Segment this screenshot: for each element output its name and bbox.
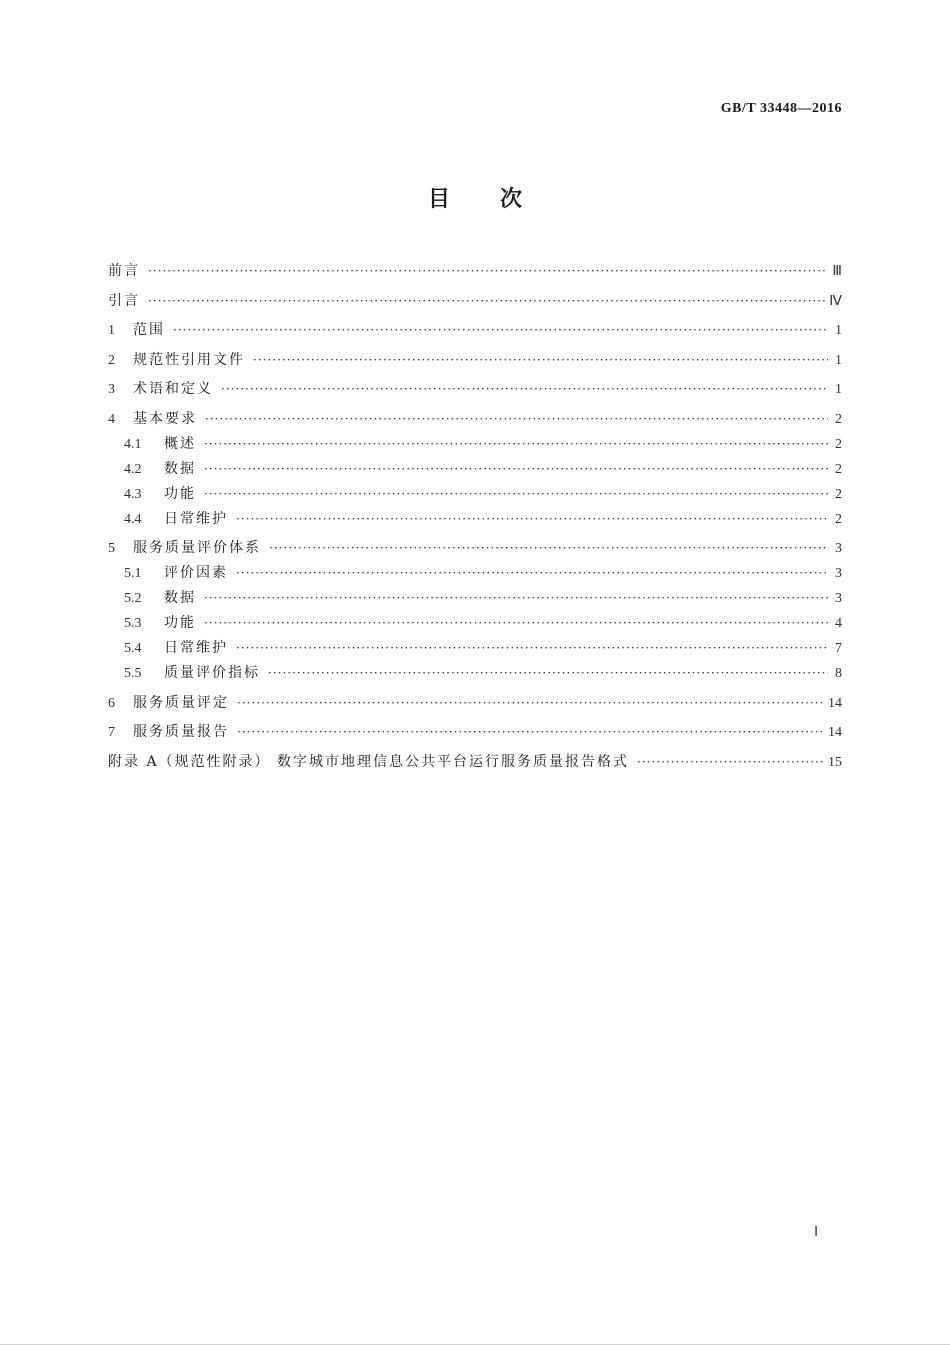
toc-entry-2[interactable]	[108, 348, 842, 373]
toc-entry-number: 1	[108, 323, 115, 338]
toc-entry-4-2[interactable]	[108, 457, 842, 482]
toc-entry-page: 14	[828, 725, 842, 740]
toc-entry-5[interactable]	[108, 536, 842, 561]
toc-entry-label: 概述	[164, 435, 196, 452]
leader-dots	[148, 289, 825, 314]
standard-code: GB/T 33448—2016	[720, 101, 842, 116]
toc-entry-label: 附录 A（规范性附录） 数字城市地理信息公共平台运行服务质量报告格式	[108, 753, 630, 770]
toc-entry-label: 质量评价指标	[164, 665, 260, 681]
toc-entry-page: 15	[828, 754, 842, 770]
toc-entry-page: 14	[828, 695, 842, 711]
leader-dots	[221, 377, 828, 402]
leader-dots	[237, 691, 824, 716]
toc-entry-label: 功能	[164, 485, 196, 502]
toc-entry-number: 7	[108, 725, 115, 740]
page-title	[0, 182, 950, 213]
toc-entry-label: 评价因素	[164, 565, 228, 581]
leader-dots	[204, 457, 828, 482]
toc-entry-5-1[interactable]	[108, 561, 842, 586]
toc-entry-label: 规范性引用文件	[133, 351, 245, 368]
toc-entry-5-4[interactable]	[108, 636, 842, 661]
title-part-1: 目	[427, 187, 450, 212]
toc-entry-page: 2	[835, 411, 842, 427]
toc-entry-number: 5.2	[124, 591, 142, 606]
toc-entry-page: 3	[835, 591, 842, 606]
leader-dots	[236, 561, 828, 586]
toc-entry-number: 5.5	[124, 666, 142, 681]
leader-dots	[236, 636, 828, 661]
leader-dots	[173, 318, 828, 343]
toc-entry-label: 功能	[164, 615, 196, 631]
toc-entry-number: 3	[108, 382, 115, 397]
toc-entry-number: 5	[108, 541, 115, 556]
toc-entry-page: 1	[835, 352, 842, 368]
toc-entry-number: 5.1	[124, 566, 142, 581]
leader-dots	[204, 586, 828, 611]
toc-entry-page: 1	[835, 323, 842, 338]
toc-entry-label: 服务质量评定	[133, 694, 229, 711]
toc-entry-number: 4.3	[124, 486, 142, 502]
leader-dots	[204, 432, 828, 457]
toc-entry-3[interactable]	[108, 377, 842, 402]
toc-entry-page: Ⅲ	[832, 264, 842, 279]
toc-entry-page: 7	[835, 641, 842, 656]
toc-entry-page: 2	[835, 486, 842, 502]
toc-entry-number: 4.2	[124, 461, 142, 477]
toc-entry-page: 2	[835, 436, 842, 452]
toc-entry-page: 4	[835, 616, 842, 631]
toc-entry-number: 4	[108, 411, 115, 427]
leader-dots	[236, 507, 828, 532]
toc-entry-label: 日常维护	[164, 510, 228, 527]
toc-entry-5-2[interactable]	[108, 586, 842, 611]
toc-entry-number: 4.4	[124, 511, 142, 527]
toc-entry-number: 5.4	[124, 641, 142, 656]
toc-entry-6[interactable]	[108, 691, 842, 716]
toc-entry-5-3[interactable]	[108, 611, 842, 636]
toc-entry-page: 1	[835, 382, 842, 397]
toc-entry-page: 3	[835, 566, 842, 581]
toc-entry-label: 数据	[164, 590, 196, 606]
leader-dots	[204, 482, 828, 507]
page-number: Ⅰ	[814, 1225, 819, 1240]
toc-entry-page: 2	[835, 461, 842, 477]
toc-entry-number: 2	[108, 352, 115, 368]
toc-entry-1[interactable]	[108, 318, 842, 343]
toc-entry-number: 4.1	[124, 436, 142, 452]
toc-entry-page: 8	[835, 666, 842, 681]
toc-entry-page: 3	[835, 541, 842, 556]
title-part-2: 次	[500, 187, 523, 212]
toc-entry-label: 服务质量评价体系	[133, 540, 261, 556]
toc-entry-label: 服务质量报告	[133, 724, 229, 740]
toc-entry-4-1[interactable]	[108, 432, 842, 457]
toc-entry-5-5[interactable]	[108, 661, 842, 686]
toc-entry-label: 引言	[108, 292, 140, 309]
toc-entry-7[interactable]	[108, 720, 842, 745]
leader-dots	[268, 661, 828, 686]
leader-dots	[637, 750, 824, 775]
toc-entry-label: 基本要求	[133, 410, 197, 427]
leader-dots	[204, 611, 828, 636]
leader-dots	[253, 348, 828, 373]
toc-entry-4[interactable]	[108, 407, 842, 432]
leader-dots	[205, 407, 828, 432]
toc-entry-4-4[interactable]	[108, 507, 842, 532]
toc-entry-number: 5.3	[124, 616, 142, 631]
table-of-contents	[108, 259, 842, 775]
toc-entry-4-3[interactable]	[108, 482, 842, 507]
toc-entry-label: 数据	[164, 460, 196, 477]
toc-entry-label: 术语和定义	[133, 381, 213, 397]
toc-entry-label: 日常维护	[164, 640, 228, 656]
toc-entry-appendix-a[interactable]	[108, 750, 842, 775]
leader-dots	[148, 259, 828, 284]
toc-entry-label: 前言	[108, 263, 140, 279]
toc-entry-label: 范围	[133, 322, 165, 338]
toc-entry-introduction[interactable]	[108, 289, 842, 314]
toc-entry-page: 2	[835, 511, 842, 527]
toc-entry-page: Ⅳ	[829, 293, 842, 309]
leader-dots	[269, 536, 828, 561]
leader-dots	[237, 720, 824, 745]
toc-entry-number: 6	[108, 695, 115, 711]
toc-entry-foreword[interactable]	[108, 259, 842, 284]
